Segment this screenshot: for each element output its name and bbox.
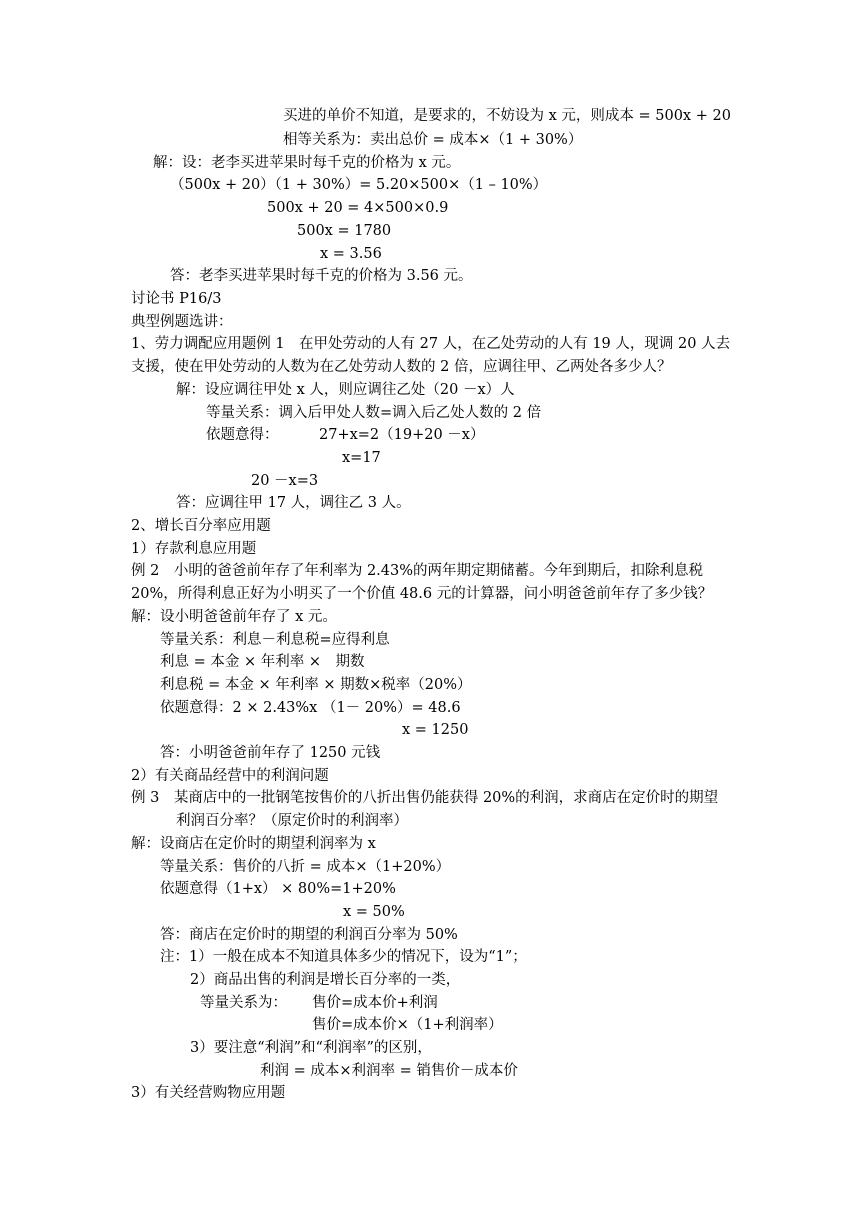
text-line: 20%，所得利息正好为小明买了一个价值 48.6 元的计算器，问小明爸爸前年存了多少钱？ <box>131 586 713 602</box>
text-line: 答：小明爸爸前年存了 1250 元钱 <box>160 745 381 761</box>
text-line: 售价=成本价×（1+利润率） <box>312 1017 503 1033</box>
text-line: 相等关系为：卖出总价 = 成本×（1 + 30%） <box>283 132 583 148</box>
text-line: 3）要注意“利润”和“利润率”的区别， <box>190 1040 432 1056</box>
text-line: 等量关系为： <box>200 995 287 1011</box>
text-line: 利润 = 成本×利润率 = 销售价－成本价 <box>260 1063 518 1079</box>
text-line: 答：应调往甲 17 人，调往乙 3 人。 <box>176 495 411 511</box>
text-line: 利息 = 本金 × 年利率 × 期数 <box>160 654 365 670</box>
text-line: 等量关系：售价的八折 = 成本×（1+20%） <box>160 859 451 875</box>
text-line: 答：老李买进苹果时每千克的价格为 3.56 元。 <box>170 268 473 284</box>
text-line: 等量关系：利息－利息税=应得利息 <box>160 632 390 648</box>
text-line: 例 2 小明的爸爸前年存了年利率为 2.43%的两年期定期储蓄。今年到期后，扣除利息税 <box>131 563 704 579</box>
text-line: 3）有关经营购物应用题 <box>131 1085 286 1101</box>
text-line: 解：设应调往甲处 x 人，则应调往乙处（20 －x）人 <box>176 382 515 398</box>
text-line: 讨论书 P16/3 <box>131 291 222 307</box>
text-line: 买进的单价不知道，是要求的，不妨设为 x 元，则成本 = 500x + 20 <box>283 108 731 124</box>
text-line: 1）存款利息应用题 <box>131 541 257 557</box>
text-line: 2）商品出售的利润是增长百分率的一类， <box>190 972 461 988</box>
text-line: 利润百分率？（原定价时的利润率） <box>176 813 408 829</box>
text-line: 2、增长百分率应用题 <box>131 518 271 534</box>
text-line: 例 3 某商店中的一批钢笔按售价的八折出售仍能获得 20%的利润，求商店在定价时的期望 <box>131 790 719 806</box>
text-line: 1、劳力调配应用题例 1 在甲处劳动的人有 27 人，在乙处劳动的人有 19 人，现调 20 人去 <box>131 336 731 352</box>
text-line: 依题意得： <box>206 427 279 443</box>
text-line: 依题意得（1+x） × 80%=1+20% <box>160 881 396 897</box>
text-line: 500x + 20 = 4×500×0.9 <box>267 200 449 216</box>
text-line: 答：商店在定价时的期望的利润百分率为 50% <box>160 927 458 943</box>
text-line: x = 1250 <box>402 722 469 738</box>
text-line: 2）有关商品经营中的利润问题 <box>131 768 329 784</box>
text-line: 支援，使在甲处劳动的人数为在乙处劳动人数的 2 倍，应调往甲、乙两处各多少人？ <box>131 359 672 375</box>
text-line: 依题意得：2 × 2.43%x （1－ 20%）= 48.6 <box>160 700 461 716</box>
text-line: 利息税 = 本金 × 年利率 × 期数×税率（20%） <box>160 677 472 693</box>
text-line: x = 50% <box>343 904 405 920</box>
text-line: 等量关系：调入后甲处人数=调入后乙处人数的 2 倍 <box>206 405 542 421</box>
text-line: 解：设商店在定价时的期望利润率为 x <box>131 836 376 852</box>
text-line: 注：1）一般在成本不知道具体多少的情况下，设为“1”； <box>160 949 527 965</box>
text-line: 解：设小明爸爸前年存了 x 元。 <box>131 609 337 625</box>
text-line: 典型例题选讲： <box>131 314 233 330</box>
text-line: x = 3.56 <box>320 246 382 262</box>
text-line: 500x = 1780 <box>297 223 392 239</box>
text-line: 售价=成本价+利润 <box>312 995 438 1011</box>
text-line: 20 －x=3 <box>251 473 319 489</box>
text-line: 解：设：老李买进苹果时每千克的价格为 x 元。 <box>153 155 461 171</box>
text-line: 27+x=2（19+20 －x） <box>319 427 485 443</box>
text-line: （500x + 20）（1 + 30%）= 5.20×500×（1 – 10%） <box>170 177 548 193</box>
text-line: x=17 <box>342 450 381 466</box>
